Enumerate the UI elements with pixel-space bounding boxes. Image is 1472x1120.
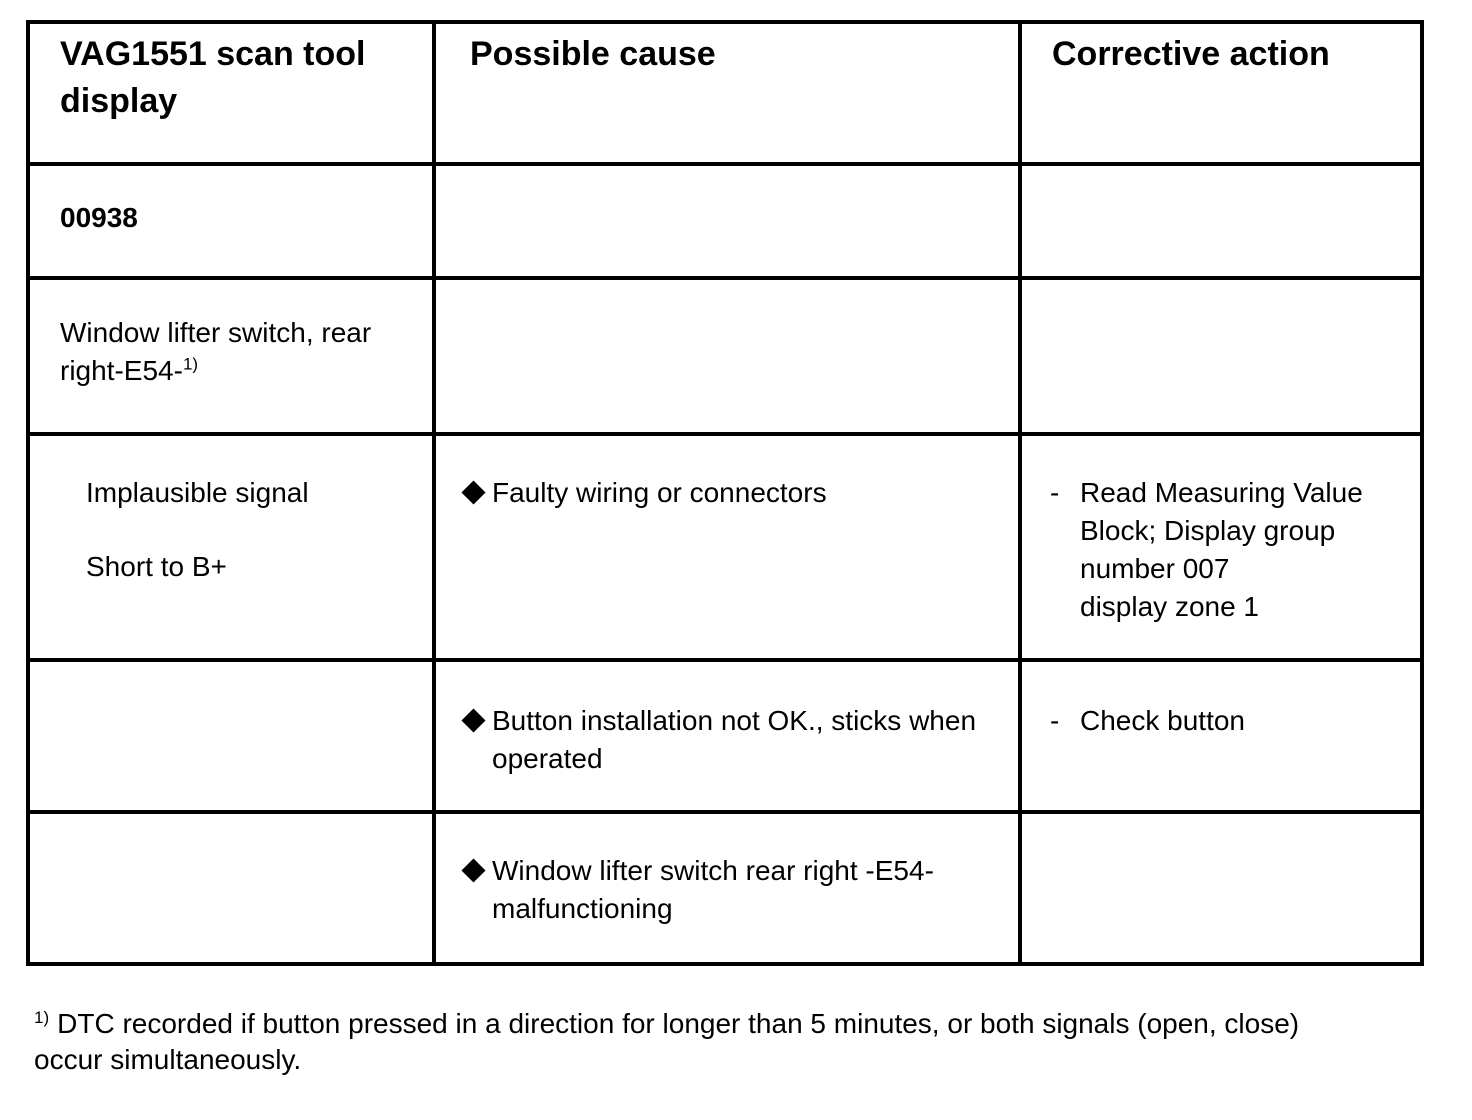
component-cell [28,278,434,434]
action-item [1022,814,1420,852]
empty-cell [434,278,1020,434]
footnote-marker: 1) [34,1007,50,1027]
dtc-code-cell [28,164,434,278]
cause-text: Window lifter switch rear right -E54- malfunctioning [492,855,934,924]
diamond-bullet-icon [462,709,486,733]
symptoms-cell [28,434,434,660]
action-dash: - [1050,477,1060,508]
footnote-ref: 1) [182,354,199,374]
action-item [1022,436,1420,626]
diamond-bullet-icon [462,481,486,505]
empty-cell [1020,278,1422,434]
empty-cell [1020,164,1422,278]
empty-cell [434,164,1020,278]
cause-text: Button installation not OK., sticks when operated [492,705,977,774]
table-header-row [28,22,1422,164]
cause-cell [434,434,1020,660]
diamond-bullet-icon [462,859,486,883]
table-row [28,660,1422,812]
symptom-list [30,436,432,586]
action-dash: - [1050,705,1060,736]
header-cause-cell [434,22,1020,164]
dtc-table [26,20,1424,966]
header-display-cell [28,22,434,164]
action-cell [1020,434,1422,660]
empty-cell [28,660,434,812]
symptom-item: Short to B+ [86,551,227,582]
empty-cell [28,812,434,964]
action-text: Read Measuring Value Block; Display group number 007 display zone 1 [1080,477,1363,622]
table-row [28,812,1422,964]
header-action: Corrective action [1052,35,1330,73]
action-cell [1020,660,1422,812]
table-row [28,278,1422,434]
component-name-text: Window lifter switch, rear right-E54- [60,317,372,386]
footnote [34,1006,1364,1078]
symptom-item: Implausible signal [86,477,309,508]
action-text: Check button [1080,705,1245,736]
action-cell [1020,812,1422,964]
component-name [30,280,432,390]
cause-item [436,436,1018,512]
cause-item [436,814,1018,928]
cause-cell [434,812,1020,964]
footnote-text: DTC recorded if button pressed in a direction for longer than 5 minutes, or both signals (open, close) occur simultaneously. [34,1008,1300,1075]
dtc-code: 00938 [60,202,138,233]
table-row [28,164,1422,278]
cause-cell [434,660,1020,812]
header-action-cell [1020,22,1422,164]
cause-item [436,662,1018,778]
header-display: VAG1551 scan tool display [60,35,366,120]
action-item [1022,662,1420,740]
table-row [28,434,1422,660]
cause-text: Faulty wiring or connectors [492,477,827,508]
header-cause: Possible cause [470,35,716,73]
